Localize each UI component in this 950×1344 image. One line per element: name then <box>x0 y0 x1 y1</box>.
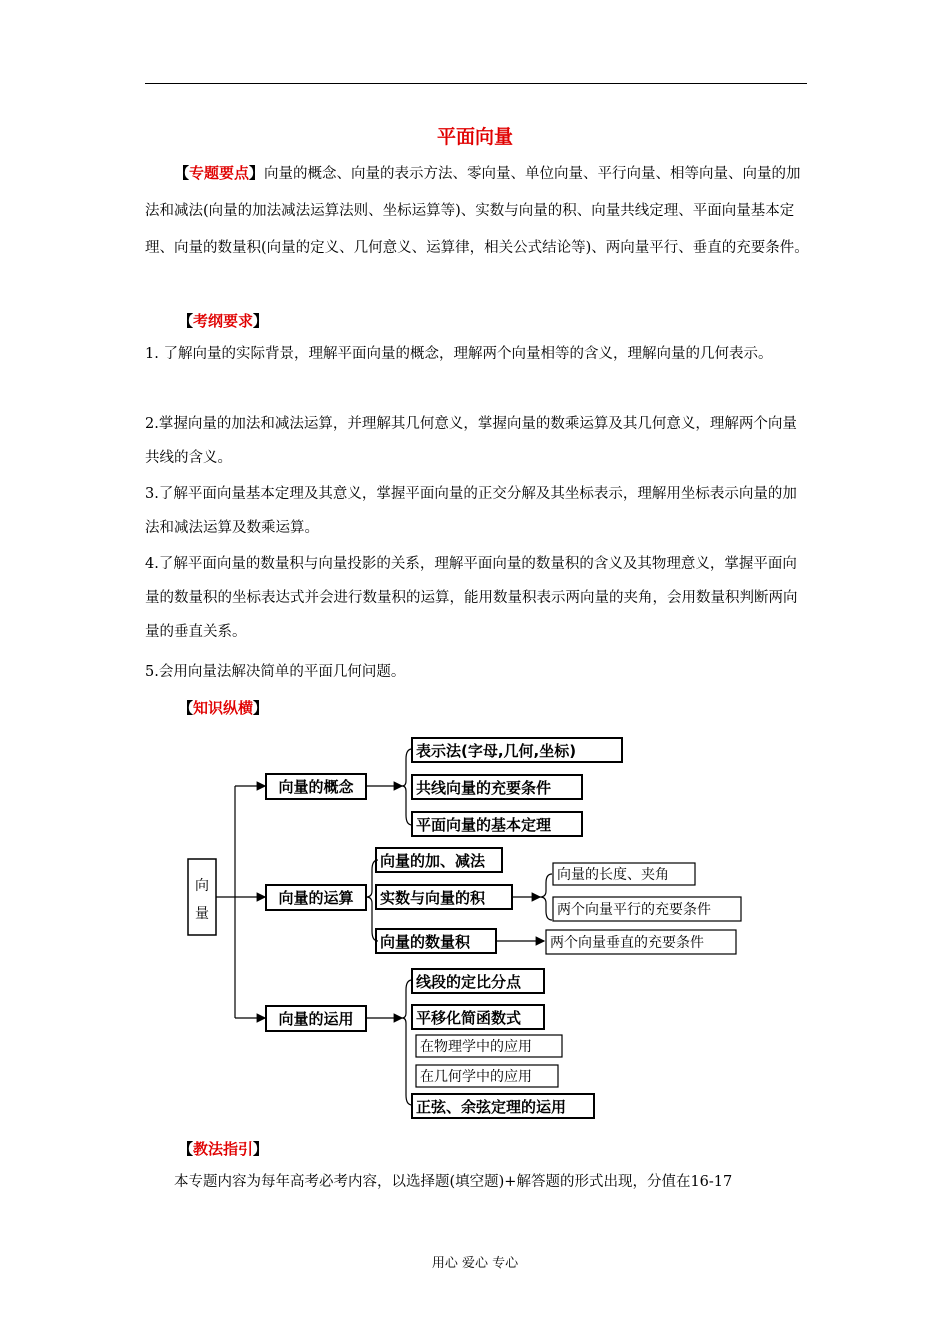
application-label: 向量的运用 <box>278 1010 354 1028</box>
root-label-2: 量 <box>195 906 209 922</box>
page-footer: 用心 爱心 专心 <box>431 1256 519 1271</box>
header-rule <box>145 83 807 84</box>
operation-label: 向量的运算 <box>278 889 354 907</box>
intro-paragraph <box>145 155 810 267</box>
scalar-child-2: 两个向量平行的充要条件 <box>557 902 711 918</box>
application-child-4: 在几何学中的应用 <box>420 1069 532 1085</box>
syllabus-item-5: 5.会用向量法解决简单的平面几何问题。 <box>145 664 406 680</box>
application-child-2: 平移化简函数式 <box>416 1009 522 1027</box>
page-title: 平面向量 <box>436 126 513 148</box>
syllabus-item-2: 2.掌握向量的加法和减法运算，并理解其几何意义，掌握向量的数乘运算及其几何意义，理解两个向量共线的含义。 <box>145 416 797 466</box>
application-child-3: 在物理学中的应用 <box>420 1039 532 1055</box>
teaching-paragraph: 本专题内容为每年高考必考内容，以选择题(填空题)+解答题的形式出现，分值在16-17 <box>174 1174 733 1190</box>
dot-child: 两个向量垂直的充要条件 <box>550 935 704 951</box>
knowledge-diagram <box>180 733 760 1128</box>
concept-child-1: 表示法(字母,几何,坐标) <box>416 742 577 760</box>
knowledge-heading: 【知识纵横】 <box>178 699 269 717</box>
syllabus-item-3: 3.了解平面向量基本定理及其意义，掌握平面向量的正交分解及其坐标表示，理解用坐标表示向量的加法和减法运算及数乘运算。 <box>145 486 797 536</box>
application-child-5: 正弦、余弦定理的运用 <box>416 1098 567 1116</box>
concept-label: 向量的概念 <box>278 778 354 796</box>
intro-text: 向量的概念、向量的表示方法、零向量、单位向量、平行向量、相等向量、向量的加法和减法(向量的加法减法运算法则、坐标运算等)、实数与向量的积、向量共线定理、平面向量基本定理、向量的数量积(向量的定义、几何意义、运算律，相关公式结论等)、两向量平行、垂直的充要条件。 <box>145 166 809 256</box>
syllabus-heading: 【考纲要求】 <box>178 312 269 330</box>
syllabus-item-4: 4.了解平面向量的数量积与向量投影的关系，理解平面向量的数量积的含义及其物理意义，掌握平面向量的数量积的坐标表达式并会进行数量积的运算，能用数量积表示两向量的夹角，会用数量积判断两向量的垂直关系。 <box>145 556 798 640</box>
intro-heading: 【专题要点】 <box>174 164 265 182</box>
concept-child-3: 平面向量的基本定理 <box>416 816 552 834</box>
concept-child-2: 共线向量的充要条件 <box>416 779 552 797</box>
operation-child-1: 向量的加、减法 <box>380 852 486 870</box>
application-child-1: 线段的定比分点 <box>416 973 522 991</box>
operation-child-2: 实数与向量的积 <box>380 889 486 907</box>
root-label-1: 向 <box>195 878 209 894</box>
operation-child-3: 向量的数量积 <box>380 933 471 951</box>
root-box <box>188 859 216 935</box>
teaching-heading: 【教法指引】 <box>178 1140 269 1158</box>
scalar-child-1: 向量的长度、夹角 <box>557 867 669 883</box>
syllabus-item-1: 1. 了解向量的实际背景，理解平面向量的概念，理解两个向量相等的含义，理解向量的几何表示。 <box>145 346 773 362</box>
